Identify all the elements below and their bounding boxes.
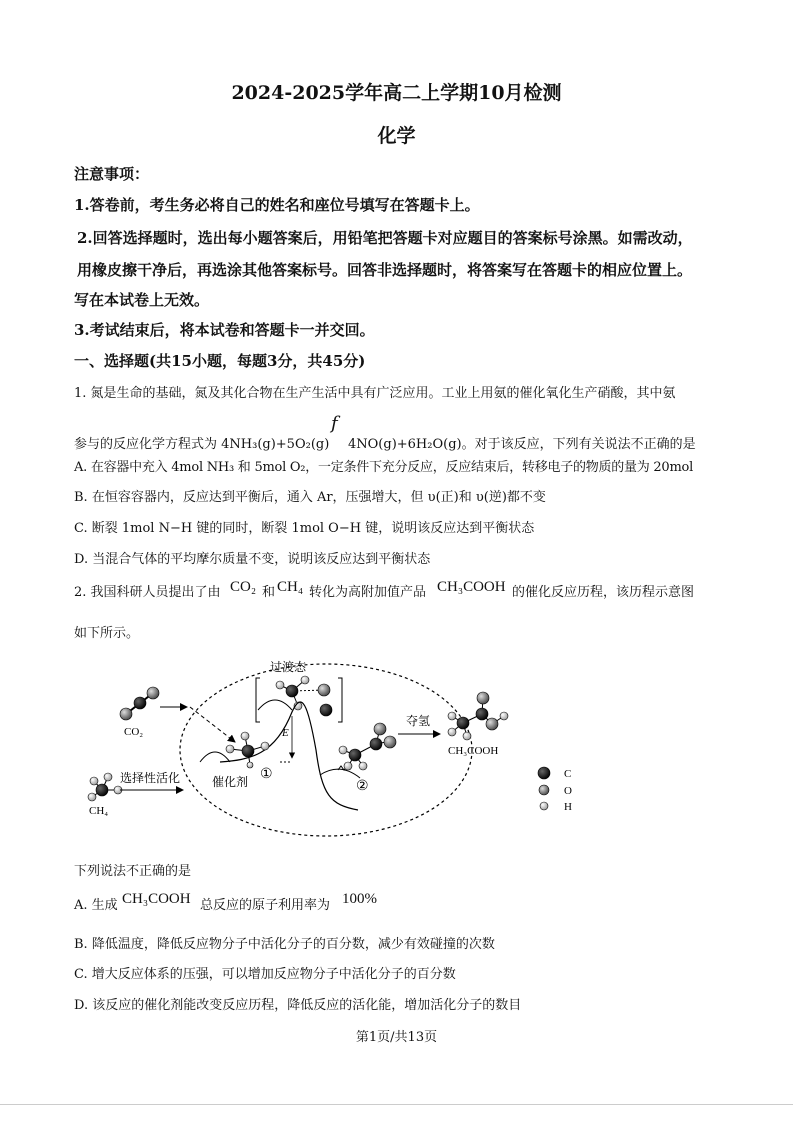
adsorbed-molecule-step-2 <box>339 723 396 770</box>
q2-option-d: D. 该反应的催化剂能改变反应历程，降低反应的活化能，增加活化分子的数目 <box>74 998 522 1013</box>
q2-stem-c: 的催化反应历程，该历程示意图 <box>512 585 695 600</box>
q1-stem-line-1: 1. 氮是生命的基础，氮及其化合物在生产生活中具有广泛应用。工业上用氨的催化氧化生产硝酸，其中氨 <box>74 386 676 401</box>
atom-legend <box>538 767 572 813</box>
exam-title: 2024-2025学年高二上学期10月检测 <box>231 82 562 104</box>
q1-option-b: B. 在恒容容器内，反应达到平衡后，通入 Ar，压强增大，但 υ(正)和 υ(逆)都不变 <box>74 490 546 505</box>
legend-carbon-label: C <box>564 768 572 780</box>
q2-option-a-percent: 100% <box>342 891 377 907</box>
q1-stem-line-2b: 4NO(g)+6H₂O(g)。对于该反应，下列有关说法不正确的是 <box>348 437 696 452</box>
co2-label: CO₂ <box>124 726 144 738</box>
equilibrium-arrow-symbol: f <box>331 413 338 434</box>
co2-molecule <box>120 687 159 720</box>
energy-curve <box>220 702 358 810</box>
legend-hydrogen-marker <box>540 802 548 810</box>
selective-activation-label: 选择性活化 <box>120 771 181 785</box>
legend-carbon-marker <box>538 767 550 779</box>
legend-oxygen-marker <box>539 785 549 795</box>
notice-item-2-line-2: 用橡皮擦干净后，再选涂其他答案标号。回答非选择题时，将答案写在答题卡的相应位置上。 <box>77 261 693 279</box>
notice-item-2-line-1: 2.回答选择题时，选出每小题答案后，用铅笔把答题卡对应题目的答案标号涂黑。如需改动， <box>77 229 693 247</box>
ch4-molecule <box>88 773 122 801</box>
q2-option-a-text: 总反应的原子利用率为 <box>200 898 331 913</box>
notice-item-1: 1.答卷前，考生务必将自己的姓名和座位号填写在答题卡上。 <box>74 196 480 214</box>
q2-stem-a: 2. 我国科研人员提出了由 <box>74 585 221 600</box>
q1-stem-line-2a: 参与的反应化学方程式为 4NH₃(g)+5O₂(g) <box>74 437 330 452</box>
ch3cooh-molecule <box>448 692 508 740</box>
q2-question: 下列说法不正确的是 <box>74 864 192 879</box>
ch4-label: CH₄ <box>89 805 109 817</box>
q1-option-d: D. 当混合气体的平均摩尔质量不变，说明该反应达到平衡状态 <box>74 552 431 567</box>
q2-ch4: CH₄ <box>277 579 304 595</box>
q2-option-c: C. 增大反应体系的压强，可以增加反应物分子中活化分子的百分数 <box>74 967 456 982</box>
transition-state-molecule <box>276 676 332 723</box>
notice-item-2-line-3: 写在本试卷上无效。 <box>74 291 210 309</box>
notice-item-3: 3.考试结束后，将本试卷和答题卡一并交回。 <box>74 321 375 339</box>
reaction-mechanism-diagram <box>80 650 620 842</box>
q2-option-a-prefix: A. 生成 <box>74 898 118 913</box>
q2-and: 和 <box>262 585 276 600</box>
q2-stem-line-2: 如下所示。 <box>74 626 140 641</box>
product-label: CH₃COOH <box>448 745 499 757</box>
q1-option-a: A. 在容器中充入 4mol NH₃ 和 5mol O₂，一定条件下充分反应，反应结束后，转移电子的物质的量为 20mol <box>74 460 694 475</box>
adsorbed-molecule-step-1 <box>226 732 269 768</box>
seize-hydrogen-label: 夺氢 <box>406 714 431 728</box>
page-number: 第1页/共13页 <box>355 1030 438 1045</box>
step-2-label: ② <box>356 779 369 794</box>
activation-energy-label: E <box>282 727 289 739</box>
notice-heading: 注意事项： <box>74 165 150 183</box>
subject-title: 化学 <box>377 125 416 147</box>
section-heading: 一、选择题(共15小题，每题3分，共45分) <box>74 352 366 370</box>
bottom-divider <box>0 1104 793 1105</box>
q2-co2: CO₂ <box>230 579 257 595</box>
q2-ch3cooh: CH₃COOH <box>437 579 506 595</box>
q1-option-c: C. 断裂 1mol N−H 键的同时，断裂 1mol O−H 键，说明该反应达到平衡状态 <box>74 521 535 536</box>
transition-state-label: 过渡态 <box>270 660 307 674</box>
q2-option-b: B. 降低温度，降低反应物分子中活化分子的百分数，减少有效碰撞的次数 <box>74 937 495 952</box>
catalyst-label: 催化剂 <box>212 775 249 789</box>
q2-option-a-formula: CH₃COOH <box>122 891 191 907</box>
q2-stem-b: 转化为高附加值产品 <box>309 585 427 600</box>
step-1-label: ① <box>260 767 273 782</box>
legend-hydrogen-label: H <box>564 801 572 813</box>
legend-oxygen-label: O <box>564 785 572 797</box>
